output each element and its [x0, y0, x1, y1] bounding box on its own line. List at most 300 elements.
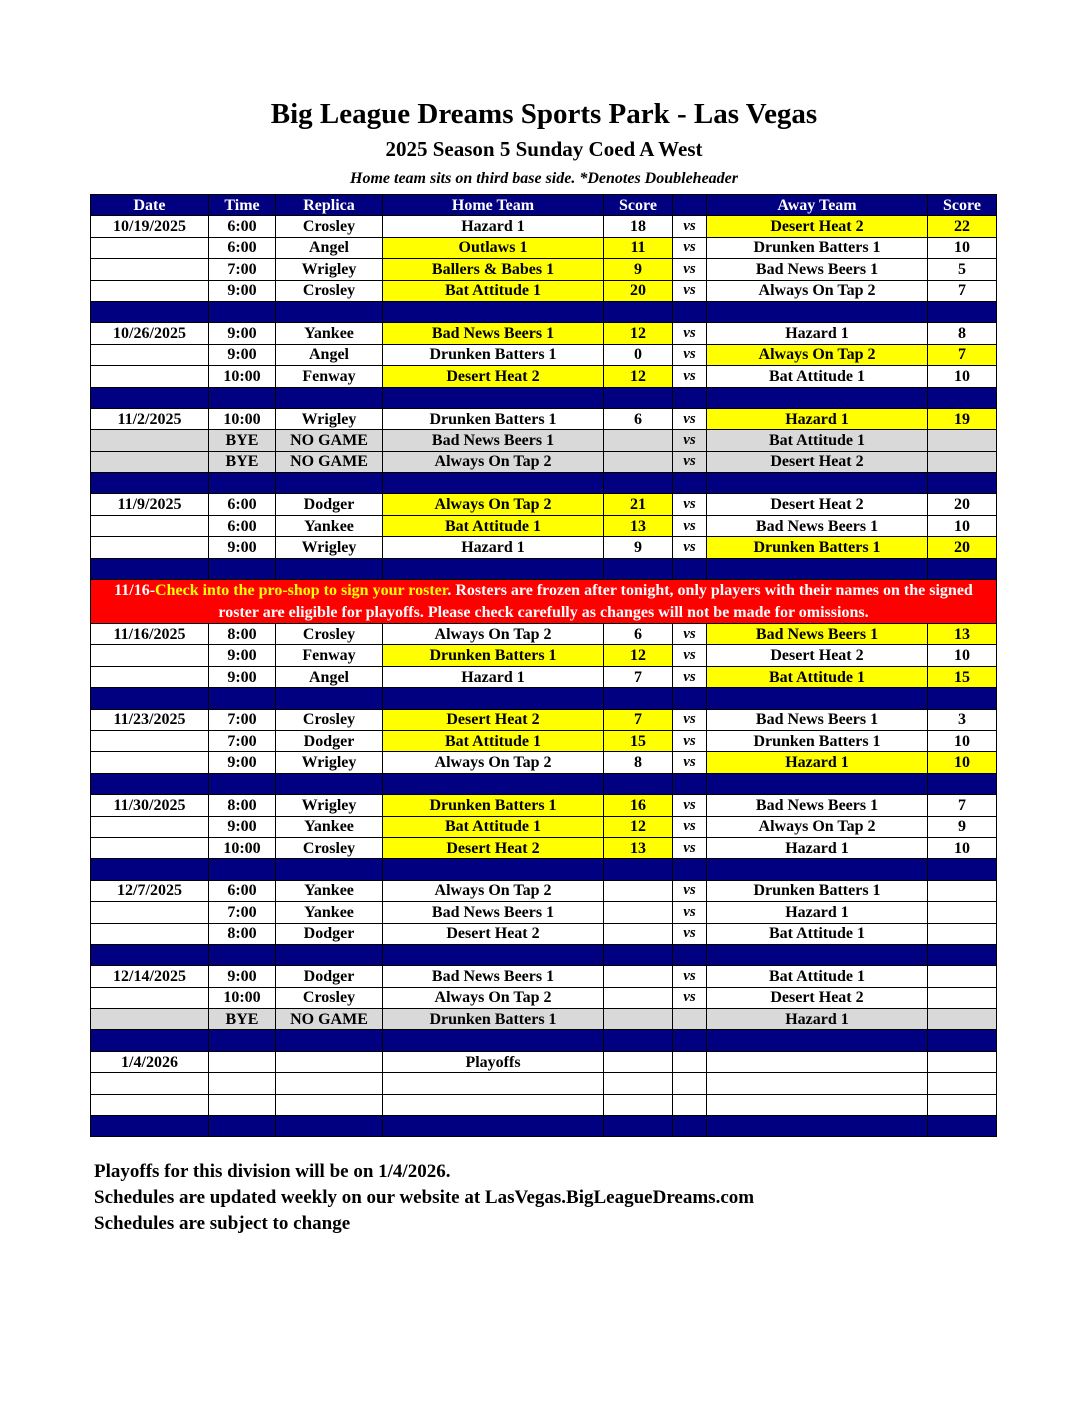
vs-cell: vs: [673, 816, 707, 837]
away-score-cell: 3: [928, 709, 997, 730]
separator-cell: [91, 859, 209, 880]
vs-cell: vs: [673, 323, 707, 344]
game-row: [91, 645, 997, 666]
separator-cell: [91, 688, 209, 709]
home-team-cell: Ballers & Babes 1: [383, 259, 604, 280]
separator-cell: [209, 1030, 276, 1051]
game-row: [91, 902, 997, 923]
home-score-cell: [604, 1051, 673, 1072]
date-cell: [91, 1094, 209, 1115]
roster-notice: [91, 580, 997, 624]
game-row: [91, 987, 997, 1008]
vs-cell: vs: [673, 430, 707, 451]
home-team-cell: Bad News Beers 1: [383, 430, 604, 451]
date-cell: [91, 430, 209, 451]
time-cell: 9:00: [209, 280, 276, 301]
col-vs: [673, 195, 707, 216]
away-score-cell: 19: [928, 408, 997, 429]
separator-cell: [928, 944, 997, 965]
notice-date: 11/16-: [114, 582, 156, 600]
col-replica: Replica: [276, 195, 383, 216]
home-team-cell: Hazard 1: [383, 666, 604, 687]
away-score-cell: [928, 1051, 997, 1072]
replica-cell: [276, 1094, 383, 1115]
game-row: [91, 408, 997, 429]
away-team-cell: Bad News Beers 1: [707, 259, 928, 280]
separator-cell: [707, 859, 928, 880]
game-row: [91, 259, 997, 280]
vs-cell: [673, 1073, 707, 1094]
separator-cell: [707, 773, 928, 794]
separator-cell: [209, 773, 276, 794]
home-score-cell: [604, 1009, 673, 1030]
date-cell: [91, 451, 209, 472]
home-score-cell: 7: [604, 666, 673, 687]
home-team-cell: Hazard 1: [383, 216, 604, 237]
game-row: [91, 1073, 997, 1094]
time-cell: BYE: [209, 451, 276, 472]
home-score-cell: 0: [604, 344, 673, 365]
away-score-cell: [928, 451, 997, 472]
separator-cell: [673, 773, 707, 794]
separator-cell: [276, 1030, 383, 1051]
replica-cell: Fenway: [276, 366, 383, 387]
vs-cell: vs: [673, 987, 707, 1008]
away-team-cell: Drunken Batters 1: [707, 237, 928, 258]
home-team-cell: Always On Tap 2: [383, 752, 604, 773]
home-team-cell: Outlaws 1: [383, 237, 604, 258]
away-team-cell: Hazard 1: [707, 323, 928, 344]
home-score-cell: [604, 1073, 673, 1094]
away-team-cell: Bad News Beers 1: [707, 624, 928, 645]
vs-cell: vs: [673, 966, 707, 987]
vs-cell: vs: [673, 880, 707, 901]
away-score-cell: 10: [928, 237, 997, 258]
date-cell: [91, 902, 209, 923]
page-subtitle: 2025 Season 5 Sunday Coed A West: [385, 137, 703, 161]
time-cell: [209, 1051, 276, 1072]
home-team-cell: Desert Heat 2: [383, 837, 604, 858]
vs-cell: vs: [673, 837, 707, 858]
time-cell: [209, 1073, 276, 1094]
separator-cell: [383, 473, 604, 494]
footer-disclaimer: Schedules are subject to change: [94, 1213, 351, 1234]
home-score-cell: [604, 902, 673, 923]
away-team-cell: [707, 1051, 928, 1072]
away-score-cell: [928, 1073, 997, 1094]
home-team-cell: Desert Heat 2: [383, 709, 604, 730]
separator-cell: [928, 859, 997, 880]
home-team-cell: Bad News Beers 1: [383, 966, 604, 987]
away-team-cell: Drunken Batters 1: [707, 537, 928, 558]
away-score-cell: 10: [928, 645, 997, 666]
replica-cell: Crosley: [276, 624, 383, 645]
replica-cell: Crosley: [276, 280, 383, 301]
away-team-cell: Bat Attitude 1: [707, 923, 928, 944]
home-score-cell: 7: [604, 709, 673, 730]
week-separator: [91, 944, 997, 965]
replica-cell: NO GAME: [276, 430, 383, 451]
separator-cell: [209, 859, 276, 880]
separator-cell: [673, 473, 707, 494]
away-team-cell: Hazard 1: [707, 902, 928, 923]
separator-cell: [383, 558, 604, 579]
home-team-cell: [383, 1094, 604, 1115]
game-row: [91, 730, 997, 751]
date-cell: 12/14/2025: [91, 966, 209, 987]
game-row: [91, 1051, 997, 1072]
separator-cell: [604, 944, 673, 965]
vs-cell: vs: [673, 752, 707, 773]
separator-cell: [604, 1116, 673, 1137]
game-row: [91, 966, 997, 987]
replica-cell: Dodger: [276, 730, 383, 751]
separator-cell: [209, 688, 276, 709]
time-cell: 7:00: [209, 709, 276, 730]
home-score-cell: 11: [604, 237, 673, 258]
home-score-cell: 12: [604, 816, 673, 837]
home-score-cell: 13: [604, 837, 673, 858]
vs-cell: vs: [673, 666, 707, 687]
week-separator: [91, 301, 997, 322]
time-cell: 9:00: [209, 344, 276, 365]
replica-cell: Angel: [276, 344, 383, 365]
home-score-cell: 12: [604, 645, 673, 666]
home-score-cell: 6: [604, 408, 673, 429]
separator-cell: [604, 859, 673, 880]
away-team-cell: Desert Heat 2: [707, 451, 928, 472]
separator-cell: [604, 688, 673, 709]
away-score-cell: [928, 966, 997, 987]
separator-cell: [673, 387, 707, 408]
separator-cell: [209, 558, 276, 579]
replica-cell: Wrigley: [276, 537, 383, 558]
week-separator: [91, 859, 997, 880]
vs-cell: vs: [673, 259, 707, 280]
separator-cell: [673, 688, 707, 709]
game-row: [91, 880, 997, 901]
away-team-cell: Always On Tap 2: [707, 344, 928, 365]
away-team-cell: [707, 1073, 928, 1094]
col-away-team: Away Team: [707, 195, 928, 216]
time-cell: 7:00: [209, 902, 276, 923]
time-cell: 9:00: [209, 666, 276, 687]
page-title: Big League Dreams Sports Park - Las Vegas: [270, 98, 818, 130]
col-time: Time: [209, 195, 276, 216]
game-row: [91, 923, 997, 944]
separator-cell: [383, 1030, 604, 1051]
home-team-cell: Always On Tap 2: [383, 624, 604, 645]
away-score-cell: 20: [928, 537, 997, 558]
vs-cell: [673, 1094, 707, 1115]
away-team-cell: Drunken Batters 1: [707, 880, 928, 901]
separator-cell: [707, 473, 928, 494]
time-cell: 7:00: [209, 259, 276, 280]
replica-cell: NO GAME: [276, 451, 383, 472]
replica-cell: Yankee: [276, 323, 383, 344]
home-team-cell: Bat Attitude 1: [383, 515, 604, 536]
bye-row: [91, 1009, 997, 1030]
vs-cell: vs: [673, 537, 707, 558]
home-score-cell: 20: [604, 280, 673, 301]
home-team-cell: Playoffs: [383, 1051, 604, 1072]
game-row: [91, 216, 997, 237]
home-team-cell: Drunken Batters 1: [383, 795, 604, 816]
separator-cell: [928, 688, 997, 709]
time-cell: 6:00: [209, 880, 276, 901]
game-row: [91, 515, 997, 536]
home-score-cell: [604, 1094, 673, 1115]
away-score-cell: 10: [928, 366, 997, 387]
away-team-cell: Bat Attitude 1: [707, 966, 928, 987]
home-score-cell: [604, 430, 673, 451]
time-cell: 9:00: [209, 752, 276, 773]
away-score-cell: 7: [928, 280, 997, 301]
separator-cell: [673, 301, 707, 322]
game-row: [91, 816, 997, 837]
home-team-cell: Drunken Batters 1: [383, 645, 604, 666]
away-team-cell: Bad News Beers 1: [707, 795, 928, 816]
time-cell: BYE: [209, 1009, 276, 1030]
separator-cell: [276, 944, 383, 965]
time-cell: 10:00: [209, 366, 276, 387]
separator-cell: [209, 387, 276, 408]
time-cell: [209, 1094, 276, 1115]
separator-cell: [604, 473, 673, 494]
home-team-cell: Bat Attitude 1: [383, 816, 604, 837]
header-row: [91, 195, 997, 216]
separator-cell: [276, 558, 383, 579]
time-cell: BYE: [209, 430, 276, 451]
home-score-cell: 18: [604, 216, 673, 237]
bye-row: [91, 451, 997, 472]
away-score-cell: 9: [928, 816, 997, 837]
away-score-cell: 10: [928, 837, 997, 858]
time-cell: 8:00: [209, 923, 276, 944]
date-cell: 1/4/2026: [91, 1051, 209, 1072]
col-home-team: Home Team: [383, 195, 604, 216]
date-cell: [91, 645, 209, 666]
replica-cell: Yankee: [276, 880, 383, 901]
separator-cell: [276, 688, 383, 709]
replica-cell: Wrigley: [276, 408, 383, 429]
separator-cell: [91, 773, 209, 794]
time-cell: 7:00: [209, 730, 276, 751]
date-cell: [91, 237, 209, 258]
home-team-cell: Drunken Batters 1: [383, 1009, 604, 1030]
date-cell: [91, 280, 209, 301]
separator-cell: [91, 473, 209, 494]
separator-cell: [276, 387, 383, 408]
separator-cell: [91, 558, 209, 579]
footer-website: Schedules are updated weekly on our website at LasVegas.BigLeagueDreams.com: [94, 1187, 755, 1208]
date-cell: 11/30/2025: [91, 795, 209, 816]
week-separator: [91, 1116, 997, 1137]
replica-cell: Fenway: [276, 645, 383, 666]
home-score-cell: [604, 923, 673, 944]
away-score-cell: [928, 923, 997, 944]
vs-cell: [673, 1051, 707, 1072]
separator-cell: [276, 859, 383, 880]
roster-notice-row: [91, 580, 997, 624]
vs-cell: vs: [673, 451, 707, 472]
separator-cell: [383, 387, 604, 408]
home-score-cell: 9: [604, 259, 673, 280]
date-cell: 11/16/2025: [91, 624, 209, 645]
vs-cell: vs: [673, 408, 707, 429]
replica-cell: Crosley: [276, 216, 383, 237]
separator-cell: [673, 558, 707, 579]
date-cell: 10/19/2025: [91, 216, 209, 237]
vs-cell: vs: [673, 237, 707, 258]
date-cell: [91, 987, 209, 1008]
week-separator: [91, 387, 997, 408]
replica-cell: [276, 1073, 383, 1094]
separator-cell: [604, 387, 673, 408]
home-score-cell: [604, 966, 673, 987]
away-score-cell: 22: [928, 216, 997, 237]
replica-cell: Angel: [276, 237, 383, 258]
home-score-cell: 15: [604, 730, 673, 751]
replica-cell: Yankee: [276, 816, 383, 837]
away-team-cell: Bat Attitude 1: [707, 430, 928, 451]
time-cell: 10:00: [209, 408, 276, 429]
replica-cell: Angel: [276, 666, 383, 687]
date-cell: 12/7/2025: [91, 880, 209, 901]
vs-cell: vs: [673, 366, 707, 387]
home-score-cell: 13: [604, 515, 673, 536]
date-cell: [91, 344, 209, 365]
vs-cell: vs: [673, 902, 707, 923]
away-team-cell: Desert Heat 2: [707, 645, 928, 666]
separator-cell: [928, 387, 997, 408]
replica-cell: Yankee: [276, 902, 383, 923]
replica-cell: NO GAME: [276, 1009, 383, 1030]
date-cell: [91, 816, 209, 837]
separator-cell: [673, 1116, 707, 1137]
replica-cell: Wrigley: [276, 752, 383, 773]
bye-row: [91, 430, 997, 451]
separator-cell: [707, 387, 928, 408]
home-team-cell: Bad News Beers 1: [383, 323, 604, 344]
time-cell: 10:00: [209, 987, 276, 1008]
away-team-cell: Hazard 1: [707, 1009, 928, 1030]
separator-cell: [383, 1116, 604, 1137]
game-row: [91, 323, 997, 344]
home-team-cell: Always On Tap 2: [383, 494, 604, 515]
home-score-cell: [604, 451, 673, 472]
home-team-cell: Desert Heat 2: [383, 923, 604, 944]
time-cell: 6:00: [209, 237, 276, 258]
home-team-cell: Bat Attitude 1: [383, 730, 604, 751]
game-row: [91, 280, 997, 301]
date-cell: 11/2/2025: [91, 408, 209, 429]
separator-cell: [276, 1116, 383, 1137]
separator-cell: [707, 688, 928, 709]
game-row: [91, 1094, 997, 1115]
separator-cell: [707, 1030, 928, 1051]
vs-cell: vs: [673, 709, 707, 730]
away-score-cell: 20: [928, 494, 997, 515]
home-score-cell: 8: [604, 752, 673, 773]
away-score-cell: 7: [928, 795, 997, 816]
time-cell: 9:00: [209, 816, 276, 837]
game-row: [91, 666, 997, 687]
time-cell: 6:00: [209, 515, 276, 536]
separator-cell: [276, 773, 383, 794]
vs-cell: vs: [673, 645, 707, 666]
separator-cell: [707, 944, 928, 965]
schedule-table: [90, 194, 997, 1137]
game-row: [91, 344, 997, 365]
away-score-cell: 8: [928, 323, 997, 344]
separator-cell: [209, 1116, 276, 1137]
game-row: [91, 795, 997, 816]
time-cell: 10:00: [209, 837, 276, 858]
replica-cell: [276, 1051, 383, 1072]
col-home-score: Score: [604, 195, 673, 216]
home-team-cell: Always On Tap 2: [383, 451, 604, 472]
time-cell: 8:00: [209, 795, 276, 816]
replica-cell: Yankee: [276, 515, 383, 536]
away-score-cell: [928, 1009, 997, 1030]
replica-cell: Crosley: [276, 987, 383, 1008]
date-cell: [91, 366, 209, 387]
separator-cell: [383, 944, 604, 965]
away-score-cell: [928, 987, 997, 1008]
away-score-cell: 10: [928, 515, 997, 536]
vs-cell: [673, 1009, 707, 1030]
schedule-note: Home team sits on third base side. *Denotes Doubleheader: [350, 170, 738, 187]
away-team-cell: Desert Heat 2: [707, 216, 928, 237]
game-row: [91, 837, 997, 858]
vs-cell: vs: [673, 923, 707, 944]
date-cell: [91, 730, 209, 751]
separator-cell: [91, 944, 209, 965]
away-score-cell: [928, 880, 997, 901]
home-score-cell: [604, 880, 673, 901]
home-score-cell: 6: [604, 624, 673, 645]
notice-highlight: Check into the pro-shop to sign your roster: [155, 582, 448, 600]
game-row: [91, 709, 997, 730]
game-row: [91, 624, 997, 645]
home-team-cell: Drunken Batters 1: [383, 408, 604, 429]
replica-cell: Crosley: [276, 837, 383, 858]
vs-cell: vs: [673, 730, 707, 751]
separator-cell: [383, 688, 604, 709]
separator-cell: [383, 301, 604, 322]
separator-cell: [604, 773, 673, 794]
home-score-cell: 16: [604, 795, 673, 816]
time-cell: 9:00: [209, 537, 276, 558]
date-cell: [91, 752, 209, 773]
separator-cell: [928, 558, 997, 579]
replica-cell: Wrigley: [276, 795, 383, 816]
separator-cell: [707, 1116, 928, 1137]
away-score-cell: 10: [928, 752, 997, 773]
separator-cell: [91, 1116, 209, 1137]
away-team-cell: Bad News Beers 1: [707, 709, 928, 730]
date-cell: 11/9/2025: [91, 494, 209, 515]
time-cell: 9:00: [209, 323, 276, 344]
game-row: [91, 494, 997, 515]
footer-playoffs: Playoffs for this division will be on 1/4/2026.: [94, 1161, 451, 1182]
time-cell: 6:00: [209, 494, 276, 515]
separator-cell: [91, 1030, 209, 1051]
away-team-cell: Hazard 1: [707, 408, 928, 429]
vs-cell: vs: [673, 280, 707, 301]
replica-cell: Wrigley: [276, 259, 383, 280]
